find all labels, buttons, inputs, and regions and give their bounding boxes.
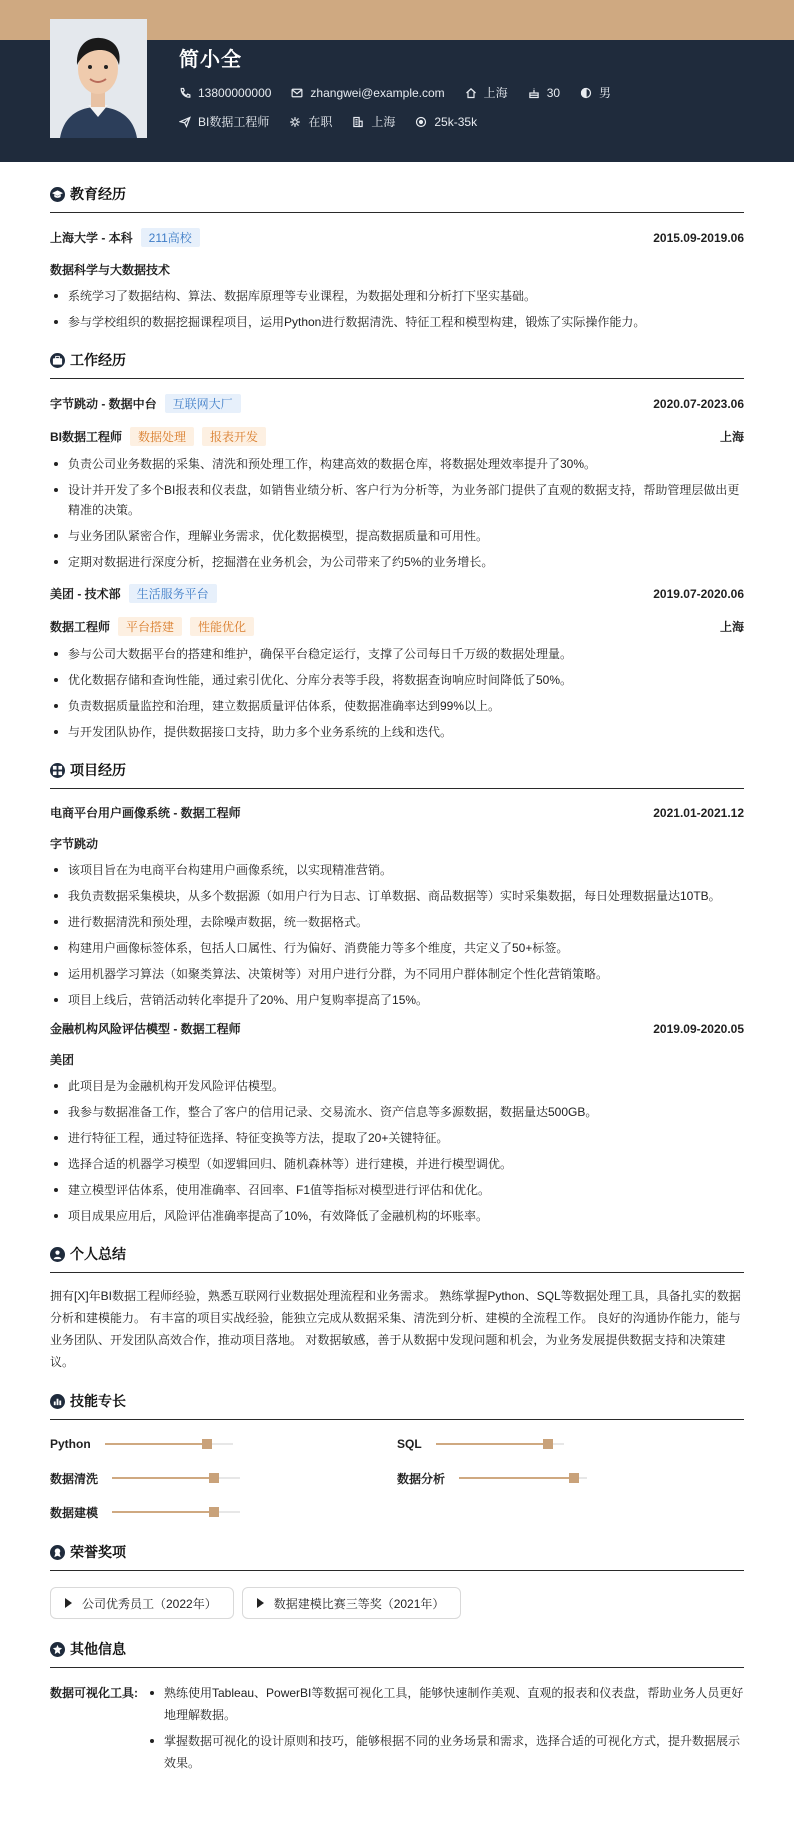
project-bullets	[50, 1076, 744, 1226]
list-item: 设计并开发了多个BI报表和仪表盘，如销售业绩分析、客户行为分析等，为业务部门提供了直观的数据支持，帮助管理层做出更精准的决策。	[50, 480, 744, 520]
list-item: 项目上线后，营销活动转化率提升了20%、用户复购率提高了15%。	[50, 990, 744, 1010]
section-title-text: 工作经历	[70, 352, 126, 368]
section-title-education	[50, 184, 744, 213]
bar-chart-icon	[50, 1394, 65, 1409]
status-item	[289, 113, 332, 130]
education-section	[50, 184, 744, 332]
skill-fill	[105, 1443, 207, 1445]
project-date: 2021.01-2021.12	[653, 805, 744, 820]
phone-icon	[179, 87, 191, 99]
age-item	[528, 86, 560, 100]
list-item: 参与学校组织的数据挖掘课程项目，运用Python进行数据清洗、特征工程和模型构建，锻炼了实际操作能力。	[50, 312, 744, 332]
contact-row	[179, 84, 631, 101]
project-org: 字节跳动	[50, 837, 99, 851]
paper-plane-icon	[179, 116, 191, 128]
role-tag: 平台搭建	[118, 617, 182, 636]
mail-icon	[291, 87, 303, 99]
skill-item	[397, 1434, 744, 1454]
work-header-row	[50, 584, 744, 603]
work-city-text: 上海	[371, 115, 396, 129]
skill-knob	[569, 1473, 579, 1483]
section-title-honors	[50, 1542, 744, 1571]
work-header-row	[50, 394, 744, 413]
other-info	[50, 1682, 744, 1778]
list-item: 此项目是为金融机构开发风险评估模型。	[50, 1076, 744, 1096]
location-text: 上海	[483, 86, 508, 100]
education-entry	[50, 228, 744, 332]
gender-item	[580, 84, 611, 101]
project-name: 金融机构风险评估模型 - 数据工程师	[50, 1022, 241, 1036]
avatar-portrait-icon	[50, 19, 147, 138]
skill-name: 数据建模	[50, 1505, 99, 1520]
project-entry	[50, 1020, 744, 1226]
skills-section	[50, 1391, 744, 1522]
honor-text: 公司优秀员工（2022年）	[82, 1596, 217, 1611]
triangle-right-icon	[65, 1598, 72, 1608]
role-tag: 数据处理	[130, 427, 194, 446]
section-title-text: 个人总结	[70, 1246, 126, 1262]
education-bullets	[50, 286, 744, 332]
honor-item	[242, 1587, 462, 1619]
email-item	[291, 86, 444, 100]
position-text: BI数据工程师	[198, 115, 270, 129]
location-item	[465, 84, 508, 101]
role-tag: 报表开发	[202, 427, 266, 446]
list-item: 该项目旨在为电商平台构建用户画像系统，以实现精准营销。	[50, 860, 744, 880]
section-title-text: 荣誉奖项	[70, 1544, 126, 1560]
skill-item	[50, 1502, 397, 1522]
status-gear-icon	[289, 116, 301, 128]
section-title-text: 项目经历	[70, 762, 126, 778]
coin-icon	[415, 116, 427, 128]
skill-bar	[105, 1443, 233, 1445]
project-name: 电商平台用户画像系统 - 数据工程师	[50, 806, 241, 820]
project-bullets	[50, 860, 744, 1010]
honor-text: 数据建模比赛三等奖（2021年）	[273, 1596, 445, 1611]
honor-item	[50, 1587, 234, 1619]
project-entry	[50, 804, 744, 1010]
other-section	[50, 1639, 744, 1778]
list-item: 与开发团队协作，提供数据接口支持，助力多个业务系统的上线和迭代。	[50, 722, 744, 742]
skill-knob	[209, 1507, 219, 1517]
work-entry	[50, 394, 744, 572]
section-title-text: 技能专长	[70, 1393, 126, 1409]
skill-item	[50, 1434, 397, 1454]
salary-text: 25k-35k	[434, 114, 478, 129]
project-date: 2019.09-2020.05	[653, 1021, 744, 1036]
skill-item	[50, 1468, 397, 1488]
summary-text: 拥有[X]年BI数据工程师经验，熟悉互联网行业数据处理流程和业务需求。 熟练掌握Python、SQL等数据处理工具，具备扎实的数据分析和建模能力。 有丰富的项目实战经验，能独立完成从数据采集、清洗到分析、建模的全流程工作。 良好的沟通协作能力，能与业务团队、开发团队高效合作，推动项目落地。 对数据敏感，善于从数据中发现问题和机会，为业务发展提供数据支持和决策建议。	[50, 1289, 741, 1369]
school-tag: 211高校	[141, 228, 200, 247]
skill-name: Python	[50, 1437, 91, 1451]
list-item: 我参与数据准备工作，整合了客户的信用记录、交易流水、资产信息等多源数据，数据量达500GB。	[50, 1102, 744, 1122]
school-name: 上海大学 - 本科	[50, 231, 133, 245]
tools-icon	[50, 1642, 65, 1657]
role-tag: 性能优化	[190, 617, 254, 636]
avatar	[50, 19, 147, 138]
home-icon	[465, 87, 477, 99]
phone-text: 13800000000	[198, 85, 272, 100]
email-text: zhangwei@example.com	[310, 85, 445, 100]
role-row	[50, 427, 744, 446]
list-item: 参与公司大数据平台的搭建和维护，确保平台稳定运行，支撑了公司每日千万级的数据处理量。	[50, 644, 744, 664]
section-title-skills	[50, 1391, 744, 1420]
list-item: 建立模型评估体系，使用准确率、召回率、F1值等指标对模型进行评估和优化。	[50, 1180, 744, 1200]
project-org: 美团	[50, 1053, 75, 1067]
list-item: 熟练使用Tableau、PowerBI等数据可视化工具，能够快速制作美观、直观的报表和仪表盘，帮助业务人员更好地理解数据。	[146, 1682, 744, 1726]
list-item: 负责数据质量监控和治理，建立数据质量评估体系，使数据准确率达到99%以上。	[50, 696, 744, 716]
work-date: 2019.07-2020.06	[653, 586, 744, 601]
education-date: 2015.09-2019.06	[653, 230, 744, 245]
list-item: 与业务团队紧密合作，理解业务需求，优化数据模型，提高数据质量和可用性。	[50, 526, 744, 546]
skill-name: 数据分析	[397, 1471, 446, 1486]
graduation-cap-icon	[50, 187, 65, 202]
job-intent-row	[179, 113, 497, 130]
section-title-text: 教育经历	[70, 186, 126, 202]
list-item: 定期对数据进行深度分析，挖掘潜在业务机会，为公司带来了约5%的业务增长。	[50, 552, 744, 572]
list-item: 构建用户画像标签体系，包括人口属性、行为偏好、消费能力等多个维度，共定义了50+标签。	[50, 938, 744, 958]
other-label: 数据可视化工具:	[50, 1686, 138, 1700]
work-bullets	[50, 644, 744, 742]
company-name: 美团 - 技术部	[50, 587, 121, 601]
section-title-other	[50, 1639, 744, 1668]
salary-item	[415, 115, 477, 129]
list-item: 选择合适的机器学习模型（如逻辑回归、随机森林等）进行建模，并进行模型调优。	[50, 1154, 744, 1174]
work-entry	[50, 584, 744, 742]
skill-item	[397, 1468, 744, 1488]
gender-icon	[580, 87, 592, 99]
role-row	[50, 617, 744, 636]
gender-text: 男	[599, 86, 612, 100]
skill-fill	[459, 1477, 574, 1479]
grid-icon	[50, 763, 65, 778]
skill-bar	[459, 1477, 587, 1479]
skill-knob	[202, 1439, 212, 1449]
resume-content	[50, 162, 744, 1778]
project-header-row	[50, 1020, 744, 1037]
skill-bar	[112, 1511, 240, 1513]
list-item: 优化数据存储和查询性能，通过索引优化、分库分表等手段，将数据查询响应时间降低了50%。	[50, 670, 744, 690]
list-item: 项目成果应用后，风险评估准确率提高了10%，有效降低了金融机构的坏账率。	[50, 1206, 744, 1226]
person-icon	[50, 1247, 65, 1262]
education-header-row	[50, 228, 744, 247]
triangle-right-icon	[257, 1598, 264, 1608]
skill-name: SQL	[397, 1437, 422, 1451]
resume-header	[0, 40, 794, 162]
work-bullets	[50, 454, 744, 572]
skill-knob	[209, 1473, 219, 1483]
cake-icon	[528, 87, 540, 99]
list-item: 我负责数据采集模块，从多个数据源（如用户行为日志、订单数据、商品数据等）实时采集数据，每日处理数据量达10TB。	[50, 886, 744, 906]
list-item: 掌握数据可视化的设计原则和技巧，能够根据不同的业务场景和需求，选择合适的可视化方式，提升数据展示效果。	[146, 1730, 744, 1774]
age-text: 30	[546, 85, 561, 100]
work-city: 上海	[719, 620, 744, 634]
list-item: 进行特征工程，通过特征选择、特征变换等方法，提取了20+关键特征。	[50, 1128, 744, 1148]
award-icon	[50, 1545, 65, 1560]
skills-grid	[50, 1434, 744, 1522]
skill-bar	[436, 1443, 564, 1445]
company-name: 字节跳动 - 数据中台	[50, 397, 157, 411]
list-item: 运用机器学习算法（如聚类算法、决策树等）对用户进行分群，为不同用户群体制定个性化营销策略。	[50, 964, 744, 984]
building-icon	[352, 116, 364, 128]
work-section	[50, 350, 744, 742]
status-text: 在职	[308, 115, 333, 129]
list-item: 系统学习了数据结构、算法、数据库原理等专业课程，为数据处理和分析打下坚实基础。	[50, 286, 744, 306]
skill-fill	[112, 1511, 214, 1513]
work-city-item	[352, 113, 395, 130]
skill-bar	[112, 1477, 240, 1479]
company-tag: 生活服务平台	[129, 584, 217, 603]
skill-fill	[436, 1443, 549, 1445]
section-title-text: 其他信息	[70, 1641, 126, 1657]
section-title-projects	[50, 760, 744, 789]
role-name: BI数据工程师	[50, 430, 123, 444]
position-item	[179, 113, 269, 130]
other-bullets	[146, 1682, 744, 1778]
project-header-row	[50, 804, 744, 821]
summary-section	[50, 1244, 744, 1373]
skill-fill	[112, 1477, 214, 1479]
briefcase-icon	[50, 353, 65, 368]
phone-item	[179, 86, 271, 100]
candidate-name: 简小全	[179, 49, 242, 71]
section-title-summary	[50, 1244, 744, 1273]
honors-list	[50, 1587, 744, 1619]
section-title-work	[50, 350, 744, 379]
company-tag: 互联网大厂	[165, 394, 241, 413]
honors-section	[50, 1542, 744, 1619]
projects-section	[50, 760, 744, 1226]
role-name: 数据工程师	[50, 620, 111, 634]
list-item: 进行数据清洗和预处理，去除噪声数据，统一数据格式。	[50, 912, 744, 932]
work-date: 2020.07-2023.06	[653, 396, 744, 411]
skill-knob	[543, 1439, 553, 1449]
list-item: 负责公司业务数据的采集、清洗和预处理工作，构建高效的数据仓库，将数据处理效率提升了30%。	[50, 454, 744, 474]
work-city: 上海	[719, 430, 744, 444]
skill-name: 数据清洗	[50, 1471, 99, 1486]
major-name: 数据科学与大数据技术	[50, 263, 171, 277]
